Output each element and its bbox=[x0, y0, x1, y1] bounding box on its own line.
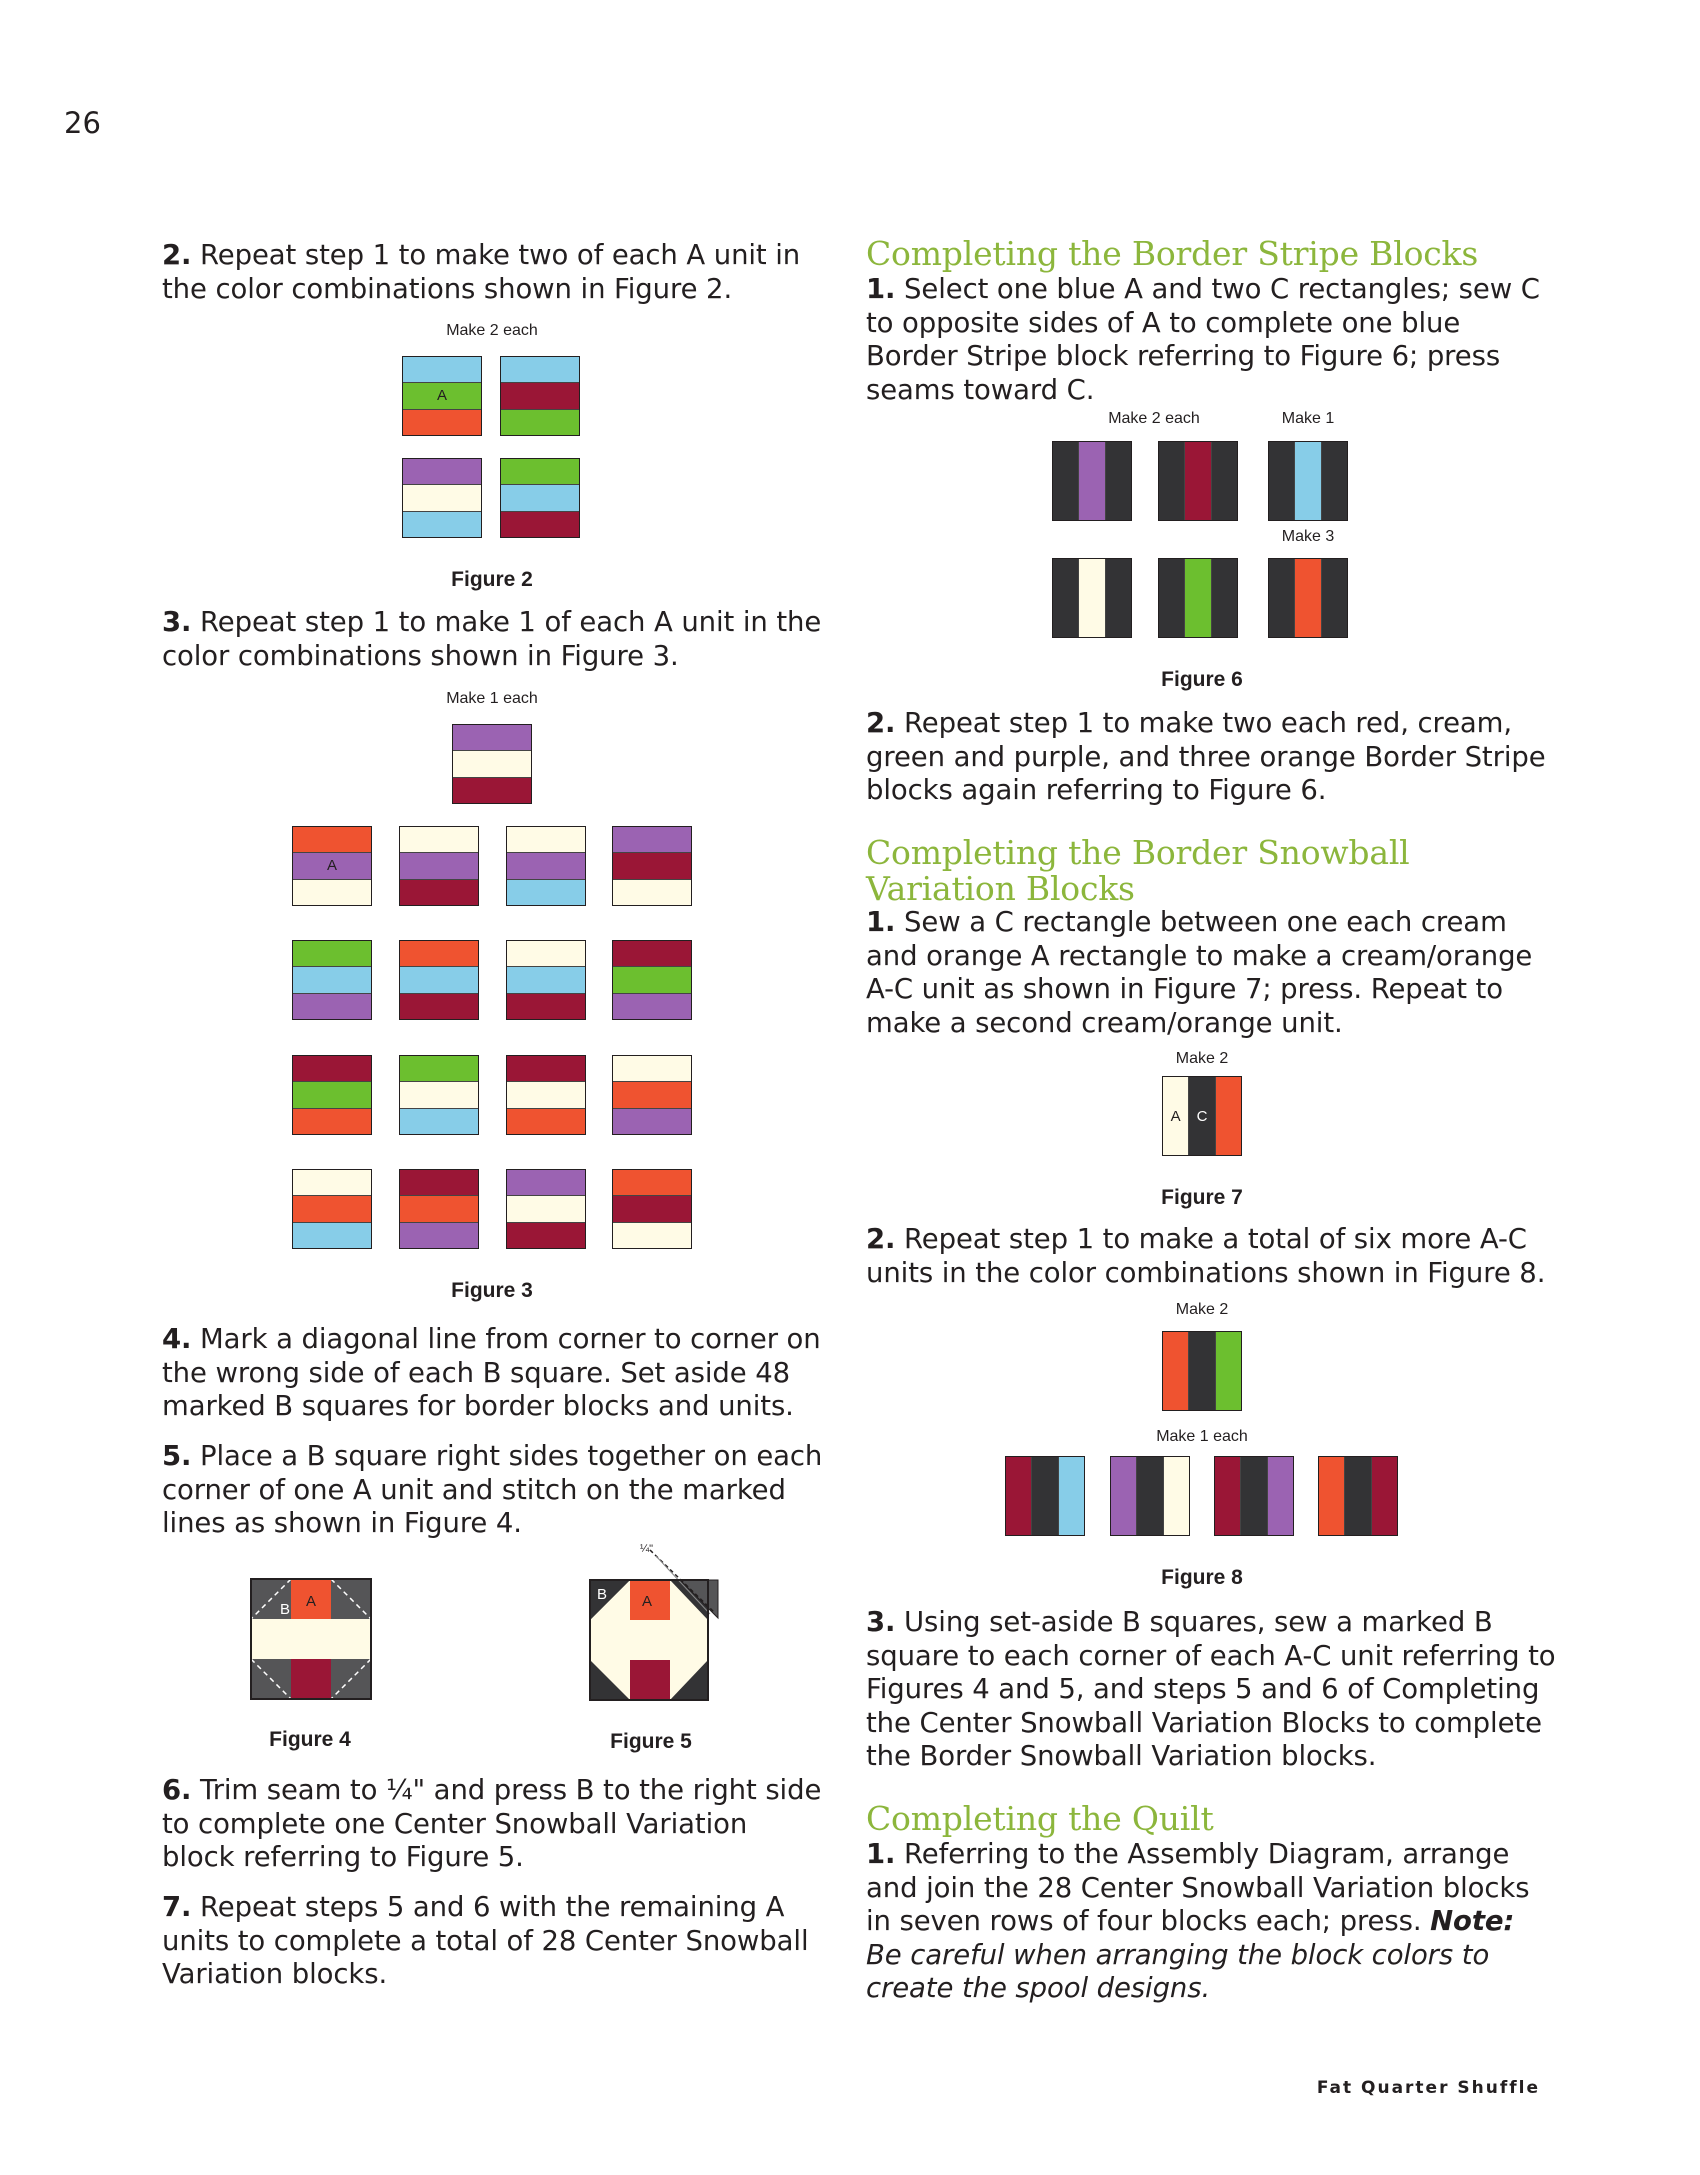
fig8-unit bbox=[1110, 1456, 1190, 1536]
fig6-block-blue bbox=[1268, 441, 1348, 521]
fig3-unit bbox=[292, 826, 372, 906]
step-number: 3. bbox=[866, 1606, 896, 1638]
step-number: 1. bbox=[866, 906, 896, 938]
fig3-unit bbox=[292, 940, 372, 1020]
fig8-unit bbox=[1214, 1456, 1294, 1536]
fig3-unit bbox=[612, 826, 692, 906]
step-number: 6. bbox=[162, 1774, 192, 1806]
step-text: Repeat step 1 to make two each red, cream, green and purple, and three orange Border Stripe blocks again referring to Figure 6. bbox=[866, 707, 1546, 806]
figure-8-note-bottom: Make 1 each bbox=[1156, 1428, 1248, 1445]
figure-6-note-right: Make 1 bbox=[1281, 410, 1335, 427]
seam-label: ¼" bbox=[640, 1543, 654, 1555]
step-number: 1. bbox=[866, 273, 896, 305]
border-snowball-step-3 bbox=[866, 1606, 1566, 1774]
step-text: Using set-aside B squares, sew a marked B square to each corner of each A-C unit referring to Figures 4 and 5, and steps 5 and 6 of Completing the Center Snowball Variation Blocks to complete the Border Snowball Variation blocks. bbox=[866, 1606, 1556, 1772]
fig2-unit-3 bbox=[402, 458, 482, 538]
step-text: Sew a C rectangle between one each cream and orange A rectangle to make a cream/orange A-C unit as shown in Figure 7; press. Repeat to make a second cream/orange unit. bbox=[866, 906, 1533, 1039]
border-snowball-step-1 bbox=[866, 906, 1556, 1040]
fig3-unit bbox=[612, 1169, 692, 1249]
step-number: 2. bbox=[162, 239, 192, 271]
quilt-step-1 bbox=[866, 1838, 1556, 2006]
step-text: Repeat step 1 to make a total of six more A-C units in the color combinations shown in Figure 8. bbox=[866, 1223, 1546, 1289]
fig3-unit bbox=[612, 1055, 692, 1135]
fig8-unit bbox=[1005, 1456, 1085, 1536]
figure-7-note: Make 2 bbox=[1175, 1050, 1229, 1067]
step-text: Place a B square right sides together on each corner of one A unit and stitch on the marked lines as shown in Figure 4. bbox=[162, 1440, 823, 1539]
fig6-block-cream bbox=[1052, 558, 1132, 638]
step-text: Trim seam to ¼" and press B to the right side to complete one Center Snowball Variation block referring to Figure 5. bbox=[162, 1774, 822, 1873]
fig6-block-red bbox=[1158, 441, 1238, 521]
fig3-unit bbox=[612, 940, 692, 1020]
border-snowball-step-2 bbox=[866, 1223, 1556, 1290]
label-b: B bbox=[597, 1586, 608, 1603]
figure-3-note: Make 1 each bbox=[446, 690, 538, 707]
fig6-block-purple bbox=[1052, 441, 1132, 521]
fig2-unit-2 bbox=[500, 356, 580, 436]
fig3-unit bbox=[506, 940, 586, 1020]
fig3-unit bbox=[506, 826, 586, 906]
heading-border-snowball: Completing the Border Snowball Variation Blocks bbox=[866, 833, 1410, 908]
step-5 bbox=[162, 1440, 842, 1541]
fig2-unit-1 bbox=[402, 356, 482, 436]
figure-5-diagram bbox=[580, 1540, 730, 1704]
fig3-unit bbox=[399, 940, 479, 1020]
step-text: Repeat step 1 to make 1 of each A unit in the color combinations shown in Figure 3. bbox=[162, 606, 822, 672]
figure-4-caption: Figure 4 bbox=[269, 1728, 351, 1751]
step-text: Referring to the Assembly Diagram, arrange and join the 28 Center Snowball Variation blocks in seven rows of four blocks each; press. bbox=[866, 1838, 1530, 1937]
border-stripe-step-2 bbox=[866, 707, 1556, 808]
footer-book-title: Fat Quarter Shuffle bbox=[1316, 2078, 1540, 2098]
step-number: 3. bbox=[162, 606, 192, 638]
step-number: 1. bbox=[866, 1838, 896, 1870]
step-number: 2. bbox=[866, 707, 896, 739]
fig3-unit bbox=[399, 826, 479, 906]
unit-label-a: A bbox=[403, 382, 481, 408]
figure-8-note-top: Make 2 bbox=[1175, 1301, 1229, 1318]
unit-label-a: A bbox=[1163, 1077, 1188, 1155]
figure-2-note: Make 2 each bbox=[446, 322, 538, 339]
figure-6-caption: Figure 6 bbox=[1161, 668, 1243, 691]
figure-2-caption: Figure 2 bbox=[451, 568, 533, 591]
step-number: 7. bbox=[162, 1891, 192, 1923]
figure-6-note-left: Make 2 each bbox=[1108, 410, 1200, 427]
label-b: B bbox=[280, 1601, 291, 1618]
label-a: A bbox=[642, 1593, 653, 1610]
fig3-unit bbox=[506, 1055, 586, 1135]
fig6-block-orange bbox=[1268, 558, 1348, 638]
fig3-unit bbox=[292, 1169, 372, 1249]
fig6-block-green bbox=[1158, 558, 1238, 638]
fig3-unit-top bbox=[452, 724, 532, 804]
step-3 bbox=[162, 606, 822, 673]
figure-6-note-right-2: Make 3 bbox=[1281, 528, 1335, 545]
unit-label-c: C bbox=[1188, 1077, 1214, 1155]
step-6 bbox=[162, 1774, 822, 1875]
fig2-unit-4 bbox=[500, 458, 580, 538]
note-text: Be careful when arranging the block colors to create the spool designs. bbox=[866, 1938, 1490, 2004]
figure-7-caption: Figure 7 bbox=[1161, 1186, 1243, 1209]
step-text: Mark a diagonal line from corner to corner on the wrong side of each B square. Set aside 48 marked B squares for border blocks and units. bbox=[162, 1323, 821, 1422]
page-number: 26 bbox=[64, 106, 101, 140]
figure-8-caption: Figure 8 bbox=[1161, 1566, 1243, 1589]
fig8-unit bbox=[1318, 1456, 1398, 1536]
step-text: Repeat steps 5 and 6 with the remaining A units to complete a total of 28 Center Snowball Variation blocks. bbox=[162, 1891, 809, 1990]
fig7-unit bbox=[1162, 1076, 1242, 1156]
step-number: 4. bbox=[162, 1323, 192, 1355]
step-text: Repeat step 1 to make two of each A unit in the color combinations shown in Figure 2. bbox=[162, 239, 801, 305]
step-text: Select one blue A and two C rectangles; sew C to opposite sides of A to complete one blue Border Stripe block referring to Figure 6; press seams toward C. bbox=[866, 273, 1540, 406]
step-number: 5. bbox=[162, 1440, 192, 1472]
fig3-unit bbox=[399, 1169, 479, 1249]
border-stripe-step-1 bbox=[866, 273, 1556, 407]
heading-border-stripe: Completing the Border Stripe Blocks bbox=[866, 234, 1479, 273]
label-a: A bbox=[306, 1593, 317, 1610]
step-number: 2. bbox=[866, 1223, 896, 1255]
step-4 bbox=[162, 1323, 842, 1424]
fig8-unit-top bbox=[1162, 1331, 1242, 1411]
step-2 bbox=[162, 239, 822, 306]
figure-5-caption: Figure 5 bbox=[610, 1730, 692, 1753]
unit-label-a: A bbox=[293, 852, 371, 878]
heading-completing-quilt: Completing the Quilt bbox=[866, 1799, 1214, 1838]
fig3-unit bbox=[399, 1055, 479, 1135]
step-7 bbox=[162, 1891, 822, 1992]
figure-4-diagram bbox=[250, 1578, 372, 1700]
note-label: Note: bbox=[1430, 1905, 1515, 1937]
fig3-unit bbox=[506, 1169, 586, 1249]
figure-3-caption: Figure 3 bbox=[451, 1279, 533, 1302]
fig3-unit bbox=[292, 1055, 372, 1135]
